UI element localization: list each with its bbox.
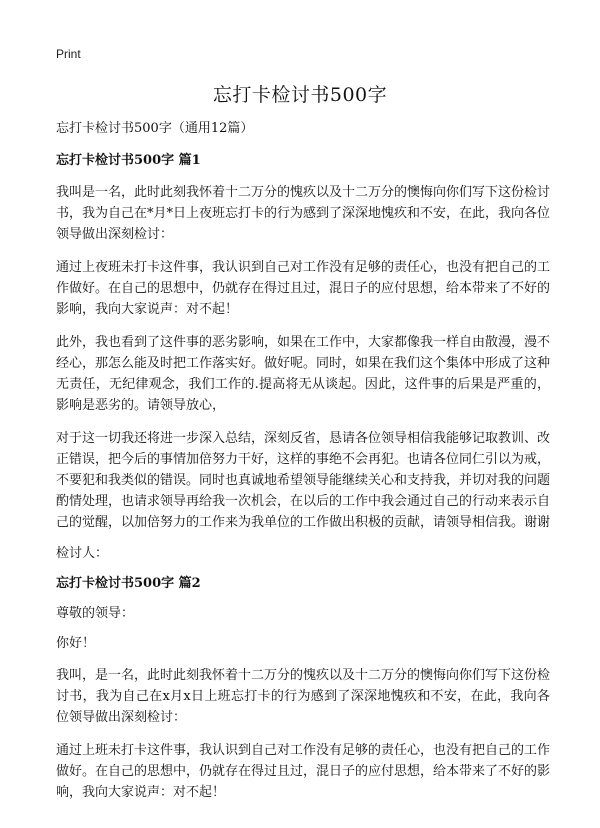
paragraph: 我叫，是一名，此时此刻我怀着十二万分的愧疚以及十二万分的懊悔向你们写下这份检讨书，我为自己在x月x日上班忘打卡的行为感到了深深地愧疚和不安，在此，我向各位领导做出深刻检讨：: [56, 668, 551, 725]
section-heading-1: 忘打卡检讨书500字 篇1: [56, 153, 201, 168]
document-subtitle: 忘打卡检讨书500字（通用12篇）: [56, 121, 254, 136]
paragraph: 通过上班未打卡这件事，我认识到自己对工作没有足够的责任心，也没有把自己的工作做好。在自己的思想中，仍就存在得过且过，混日子的应付思想，给本带来了不好的影响，我向大家说声：对不起！: [56, 743, 551, 800]
document-body: [56, 120, 550, 815]
print-label[interactable]: Print: [56, 47, 81, 61]
paragraph: 此外，我也看到了这件事的恶劣影响，如果在工作中，大家都像我一样自由散漫，漫不经心，那怎么能及时把工作落实好。做好呢。同时，如果在我们这个集体中形成了这种无责任，无纪律观念，我们工作的.提高将无从谈起。因此，这件事的后果是严重的，影响是恶劣的。请领导放心，: [56, 335, 551, 413]
greeting: 你好！: [56, 636, 96, 651]
document-title: 忘打卡检讨书500字: [212, 84, 388, 106]
paragraph: 通过上夜班未打卡这件事，我认识到自己对工作没有足够的责任心，也没有把自己的工作做好。在自己的思想中，仍就存在得过且过，混日子的应付思想，给本带来了不好的影响，我向大家说声：对不起！: [56, 260, 551, 317]
section-heading-2: 忘打卡检讨书500字 篇2: [56, 576, 201, 591]
signature-line: 检讨人：: [56, 546, 109, 561]
paragraph: 对于这一切我还将进一步深入总结，深刻反省，恳请各位领导相信我能够记取教训、改正错误，把今后的事情加倍努力干好，这样的事绝不会再犯。也请各位同仁引以为戒，不要犯和我类似的错误。同时也真诚地希望领导能继续关心和支持我，并切对我的问题酌情处理，也请求领导再给我一次机会，在以后的工作中我会通过自己的行动来表示自己的觉醒，以加倍努力的工作来为我单位的工作做出积极的贡献，请领导相信我。谢谢: [56, 431, 551, 530]
salutation: 尊敬的领导：: [56, 606, 135, 621]
paragraph: 我叫是一名，此时此刻我怀着十二万分的愧疚以及十二万分的懊悔向你们写下这份检讨书，我为自己在*月*日上夜班忘打卡的行为感到了深深地愧疚和不安，在此，我向各位领导做出深刻检讨：: [56, 185, 551, 242]
